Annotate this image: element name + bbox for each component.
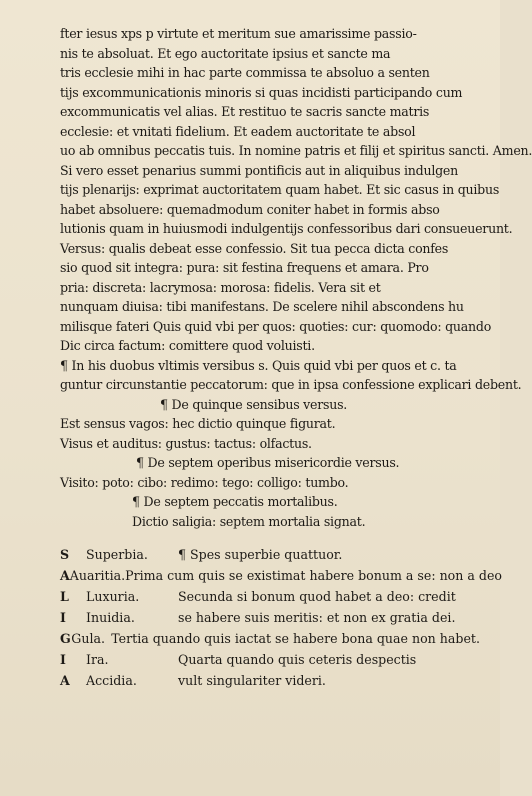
section-heading-senses: ¶ De quinque sensibus versus. xyxy=(160,396,348,412)
sin-name: Gula. xyxy=(71,631,105,646)
sin-initial: L xyxy=(60,589,69,604)
text-line: nis te absoluat. Et ego auctoritate ipsius et sancte ma xyxy=(60,45,391,61)
text-line: milisque fateri Quis quid vbi per quos: quoties: cur: quomodo: quando xyxy=(60,318,492,334)
sin-name: Luxuria. xyxy=(86,589,140,604)
section-heading-deadly-sins: ¶ De septem peccatis mortalibus. xyxy=(132,494,338,509)
text-line: sio quod sit integra: pura: sit festina frequens et amara. Pro xyxy=(60,260,429,275)
text-line: habet absoluere: quemadmodum coniter habet in formis abso xyxy=(60,201,440,217)
list-item xyxy=(60,544,480,565)
text-line: tris ecclesie mihi in hac parte commissa te absoluo a senten xyxy=(60,65,430,80)
text-line: Si vero esset penarius summi pontificis aut in aliquibus indulgen xyxy=(60,162,458,178)
sin-name: Auaritia. xyxy=(69,568,126,583)
text-line: pria: discreta: lacrymosa: morosa: fidelis. Vera sit et xyxy=(60,279,381,295)
sin-initial: A xyxy=(60,568,70,583)
sin-initial: S xyxy=(60,547,70,562)
sin-note: vult singulariter videri. xyxy=(178,673,326,688)
sin-note: Tertia quando quis iactat se habere bona quae non habet. xyxy=(111,631,480,646)
text-line: lutionis quam in huiusmodi indulgentijs confessoribus dari consueuerunt. xyxy=(60,221,513,236)
text-line: Visito: poto: cibo: redimo: tego: colligo: tumbo. xyxy=(60,474,349,490)
text-line: fter iesus xps p virtute et meritum sue amarissime passio- xyxy=(60,26,417,41)
text-line: ¶ In his duobus vltimis versibus s. Quis quid vbi per quos et c. ta xyxy=(60,357,457,373)
text-line: guntur circunstantie peccatorum: que in ipsa confessione explicari debent. xyxy=(60,377,522,392)
sin-name: Ira. xyxy=(86,652,109,667)
sin-initial: I xyxy=(60,610,66,625)
sin-name: Inuidia. xyxy=(86,610,135,625)
text-line: Est sensus vagos: hec dictio quinque figurat. xyxy=(60,416,336,431)
text-line: Dictio saligia: septem mortalia signat. xyxy=(132,513,366,529)
text-line: Versus: qualis debeat esse confessio. Sit tua pecca dicta confes xyxy=(60,240,449,256)
list-item xyxy=(60,586,480,607)
sin-initial: A xyxy=(60,673,70,688)
sin-name: Accidia. xyxy=(86,673,137,688)
text-line: Dic circa factum: comittere quod voluisti. xyxy=(60,338,315,353)
deadly-sins-list xyxy=(60,544,502,691)
text-line: excommunicatis vel alias. Et restituo te sacris sancte matris xyxy=(60,104,430,119)
sin-name: Superbia. xyxy=(86,547,148,562)
list-item xyxy=(60,607,480,628)
list-item xyxy=(60,649,480,670)
text-line: nunquam diuisa: tibi manifestans. De scelere nihil abscondens hu xyxy=(60,299,464,314)
sin-initial: I xyxy=(60,652,66,667)
page-body-text xyxy=(60,24,532,531)
list-item xyxy=(60,628,480,649)
text-line: Visus et auditus: gustus: tactus: olfactus. xyxy=(60,435,312,451)
section-heading-works-of-mercy: ¶ De septem operibus misericordie versus. xyxy=(136,455,400,470)
sin-note: se habere suis meritis: et non ex gratia dei. xyxy=(178,610,456,625)
sin-note: Quarta quando quis ceteris despectis xyxy=(178,652,417,667)
text-line: uo ab omnibus peccatis tuis. In nomine patris et filij et spiritus sancti. Amen. xyxy=(60,143,532,158)
list-item xyxy=(60,565,502,586)
sin-note: Secunda si bonum quod habet a deo: credit xyxy=(178,589,456,604)
sin-initial: G xyxy=(60,631,71,646)
sin-note: Prima cum quis se existimat habere bonum a se: non a deo xyxy=(125,568,502,583)
text-line: ecclesie: et vnitati fidelium. Et eadem auctoritate te absol xyxy=(60,123,416,139)
text-line: tijs plenarijs: exprimat auctoritatem quam habet. Et sic casus in quibus xyxy=(60,182,500,197)
list-item xyxy=(60,670,480,691)
sin-note: ¶ Spes superbie quattuor. xyxy=(178,547,343,562)
text-line: tijs excommunicationis minoris si quas incidisti participando cum xyxy=(60,84,463,100)
